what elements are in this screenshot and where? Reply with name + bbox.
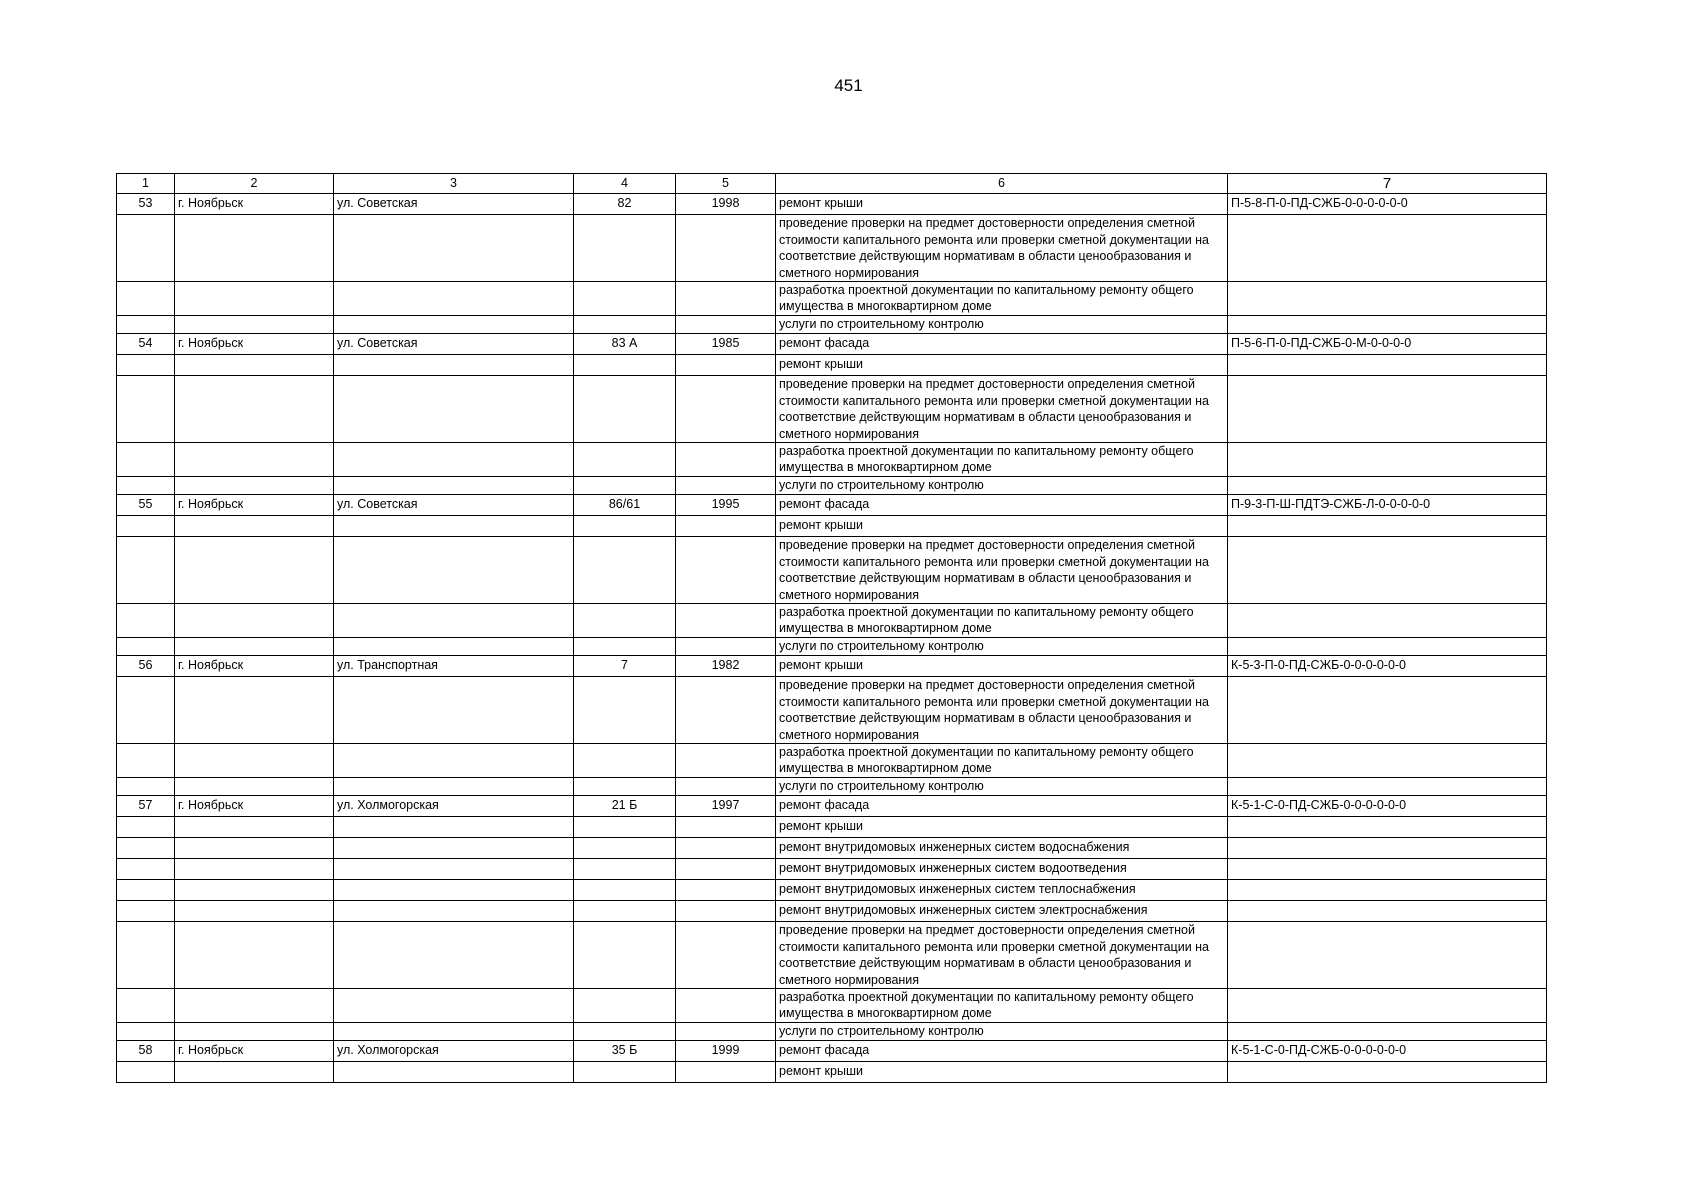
build-year-cell — [676, 638, 776, 656]
work-type-cell: разработка проектной документации по капитальному ремонту общего имущества в многоквартирном доме — [776, 443, 1228, 477]
street-cell — [334, 376, 574, 443]
work-type-cell: ремонт крыши — [776, 355, 1228, 376]
street-cell — [334, 604, 574, 638]
row-number-cell: 53 — [117, 194, 175, 215]
build-year-cell: 1997 — [676, 796, 776, 817]
city-cell — [175, 922, 334, 989]
table-row — [117, 838, 1547, 859]
house-number-cell: 21 Б — [574, 796, 676, 817]
build-year-cell — [676, 516, 776, 537]
row-number-cell — [117, 744, 175, 778]
street-cell — [334, 1023, 574, 1041]
build-year-cell — [676, 989, 776, 1023]
city-cell: г. Ноябрьск — [175, 796, 334, 817]
row-number-cell — [117, 376, 175, 443]
row-number-cell — [117, 859, 175, 880]
table-row — [117, 989, 1547, 1023]
street-cell: ул. Транспортная — [334, 656, 574, 677]
city-cell — [175, 477, 334, 495]
house-number-cell — [574, 355, 676, 376]
city-cell: г. Ноябрьск — [175, 194, 334, 215]
header-cell-4: 4 — [574, 174, 676, 194]
building-code-cell — [1228, 989, 1547, 1023]
house-number-cell: 7 — [574, 656, 676, 677]
row-number-cell — [117, 778, 175, 796]
work-type-cell: ремонт внутридомовых инженерных систем водоотведения — [776, 859, 1228, 880]
build-year-cell — [676, 282, 776, 316]
row-number-cell — [117, 880, 175, 901]
work-type-cell: проведение проверки на предмет достоверности определения сметной стоимости капитального ремонта или проверки сметной документации на соответствие действующим нормативам в области ценообразования и сметного нормирования — [776, 215, 1228, 282]
building-code-cell — [1228, 1023, 1547, 1041]
row-number-cell — [117, 677, 175, 744]
table-row — [117, 744, 1547, 778]
work-type-cell: ремонт крыши — [776, 1062, 1228, 1083]
build-year-cell — [676, 537, 776, 604]
row-number-cell — [117, 215, 175, 282]
table-row — [117, 1041, 1547, 1062]
city-cell — [175, 638, 334, 656]
house-number-cell — [574, 1062, 676, 1083]
building-code-cell — [1228, 443, 1547, 477]
city-cell — [175, 817, 334, 838]
street-cell — [334, 443, 574, 477]
work-type-cell: ремонт фасада — [776, 495, 1228, 516]
street-cell — [334, 778, 574, 796]
city-cell: г. Ноябрьск — [175, 1041, 334, 1062]
table-row — [117, 677, 1547, 744]
city-cell — [175, 880, 334, 901]
work-type-cell: проведение проверки на предмет достоверности определения сметной стоимости капитального ремонта или проверки сметной документации на соответствие действующим нормативам в области ценообразования и сметного нормирования — [776, 922, 1228, 989]
work-type-cell: ремонт фасада — [776, 334, 1228, 355]
header-cell-5: 5 — [676, 174, 776, 194]
row-number-cell — [117, 537, 175, 604]
row-number-cell — [117, 1062, 175, 1083]
table-row — [117, 316, 1547, 334]
row-number-cell: 54 — [117, 334, 175, 355]
work-type-cell: ремонт крыши — [776, 656, 1228, 677]
header-cell-6: 6 — [776, 174, 1228, 194]
header-cell-2: 2 — [175, 174, 334, 194]
building-code-cell — [1228, 880, 1547, 901]
street-cell: ул. Советская — [334, 334, 574, 355]
city-cell — [175, 859, 334, 880]
row-number-cell — [117, 817, 175, 838]
street-cell — [334, 638, 574, 656]
house-number-cell — [574, 859, 676, 880]
work-type-cell: разработка проектной документации по капитальному ремонту общего имущества в многоквартирном доме — [776, 744, 1228, 778]
street-cell — [334, 901, 574, 922]
work-type-cell: ремонт внутридомовых инженерных систем водоснабжения — [776, 838, 1228, 859]
building-code-cell — [1228, 215, 1547, 282]
table-row — [117, 355, 1547, 376]
street-cell — [334, 880, 574, 901]
build-year-cell — [676, 859, 776, 880]
work-type-cell: ремонт внутридомовых инженерных систем электроснабжения — [776, 901, 1228, 922]
table-row — [117, 604, 1547, 638]
table-row — [117, 334, 1547, 355]
building-code-cell — [1228, 817, 1547, 838]
street-cell — [334, 537, 574, 604]
work-type-cell: ремонт крыши — [776, 817, 1228, 838]
building-code-cell: К-5-1-С-0-ПД-СЖБ-0-0-0-0-0-0 — [1228, 1041, 1547, 1062]
table-row — [117, 796, 1547, 817]
building-code-cell — [1228, 638, 1547, 656]
row-number-cell — [117, 282, 175, 316]
table-row — [117, 880, 1547, 901]
building-code-cell — [1228, 838, 1547, 859]
street-cell: ул. Советская — [334, 495, 574, 516]
work-type-cell: проведение проверки на предмет достоверности определения сметной стоимости капитального ремонта или проверки сметной документации на соответствие действующим нормативам в области ценообразования и сметного нормирования — [776, 677, 1228, 744]
house-number-cell — [574, 215, 676, 282]
work-type-cell: разработка проектной документации по капитальному ремонту общего имущества в многоквартирном доме — [776, 604, 1228, 638]
work-type-cell: ремонт внутридомовых инженерных систем теплоснабжения — [776, 880, 1228, 901]
city-cell — [175, 1023, 334, 1041]
street-cell — [334, 922, 574, 989]
building-code-cell — [1228, 677, 1547, 744]
building-code-cell — [1228, 355, 1547, 376]
building-code-cell — [1228, 778, 1547, 796]
work-type-cell: услуги по строительному контролю — [776, 1023, 1228, 1041]
house-number-cell — [574, 817, 676, 838]
street-cell — [334, 677, 574, 744]
build-year-cell: 1985 — [676, 334, 776, 355]
page-number: 451 — [834, 76, 863, 95]
street-cell — [334, 316, 574, 334]
building-code-cell: К-5-1-С-0-ПД-СЖБ-0-0-0-0-0-0 — [1228, 796, 1547, 817]
row-number-cell — [117, 838, 175, 859]
work-type-cell: ремонт крыши — [776, 516, 1228, 537]
house-number-cell: 82 — [574, 194, 676, 215]
build-year-cell — [676, 778, 776, 796]
house-number-cell — [574, 282, 676, 316]
row-number-cell — [117, 638, 175, 656]
city-cell — [175, 744, 334, 778]
table-row — [117, 282, 1547, 316]
work-type-cell: разработка проектной документации по капитальному ремонту общего имущества в многоквартирном доме — [776, 282, 1228, 316]
house-number-cell: 86/61 — [574, 495, 676, 516]
build-year-cell: 1998 — [676, 194, 776, 215]
table-row — [117, 778, 1547, 796]
house-number-cell — [574, 638, 676, 656]
house-number-cell — [574, 901, 676, 922]
city-cell — [175, 778, 334, 796]
house-number-cell — [574, 477, 676, 495]
table-row — [117, 1062, 1547, 1083]
house-number-cell — [574, 443, 676, 477]
row-number-cell: 57 — [117, 796, 175, 817]
row-number-cell: 56 — [117, 656, 175, 677]
build-year-cell — [676, 604, 776, 638]
row-number-cell — [117, 989, 175, 1023]
header-cell-7: 7 — [1228, 174, 1547, 194]
house-number-cell: 83 А — [574, 334, 676, 355]
row-number-cell — [117, 443, 175, 477]
header-cell-3: 3 — [334, 174, 574, 194]
house-number-cell — [574, 516, 676, 537]
work-type-cell: разработка проектной документации по капитальному ремонту общего имущества в многоквартирном доме — [776, 989, 1228, 1023]
build-year-cell — [676, 1023, 776, 1041]
table-row — [117, 477, 1547, 495]
work-type-cell: услуги по строительному контролю — [776, 316, 1228, 334]
city-cell — [175, 677, 334, 744]
header-row — [117, 174, 1547, 194]
build-year-cell — [676, 901, 776, 922]
row-number-cell — [117, 1023, 175, 1041]
build-year-cell — [676, 1062, 776, 1083]
row-number-cell — [117, 477, 175, 495]
build-year-cell — [676, 880, 776, 901]
street-cell: ул. Советская — [334, 194, 574, 215]
build-year-cell — [676, 677, 776, 744]
house-number-cell — [574, 376, 676, 443]
street-cell: ул. Холмогорская — [334, 796, 574, 817]
building-code-cell — [1228, 376, 1547, 443]
table-row — [117, 656, 1547, 677]
building-code-cell: К-5-3-П-0-ПД-СЖБ-0-0-0-0-0-0 — [1228, 656, 1547, 677]
house-number-cell — [574, 537, 676, 604]
city-cell — [175, 215, 334, 282]
building-code-cell — [1228, 282, 1547, 316]
city-cell: г. Ноябрьск — [175, 334, 334, 355]
street-cell — [334, 355, 574, 376]
city-cell — [175, 604, 334, 638]
build-year-cell — [676, 922, 776, 989]
street-cell — [334, 1062, 574, 1083]
table-row — [117, 922, 1547, 989]
building-code-cell: П-9-3-П-Ш-ПДТЭ-СЖБ-Л-0-0-0-0-0 — [1228, 495, 1547, 516]
street-cell: ул. Холмогорская — [334, 1041, 574, 1062]
row-number-cell — [117, 316, 175, 334]
city-cell — [175, 1062, 334, 1083]
city-cell — [175, 537, 334, 604]
table-row — [117, 376, 1547, 443]
house-number-cell — [574, 604, 676, 638]
house-number-cell — [574, 922, 676, 989]
row-number-cell — [117, 355, 175, 376]
build-year-cell — [676, 376, 776, 443]
work-type-cell: ремонт фасада — [776, 1041, 1228, 1062]
street-cell — [334, 516, 574, 537]
house-number-cell: 35 Б — [574, 1041, 676, 1062]
street-cell — [334, 744, 574, 778]
house-number-cell — [574, 838, 676, 859]
work-type-cell: услуги по строительному контролю — [776, 778, 1228, 796]
row-number-cell — [117, 604, 175, 638]
city-cell: г. Ноябрьск — [175, 495, 334, 516]
table-row — [117, 817, 1547, 838]
row-number-cell — [117, 922, 175, 989]
building-code-cell — [1228, 859, 1547, 880]
table-row — [117, 859, 1547, 880]
city-cell — [175, 989, 334, 1023]
table-row — [117, 194, 1547, 215]
house-number-cell — [574, 778, 676, 796]
work-type-cell: ремонт фасада — [776, 796, 1228, 817]
house-number-cell — [574, 1023, 676, 1041]
repair-register-table — [116, 173, 1547, 1083]
street-cell — [334, 859, 574, 880]
table-row — [117, 443, 1547, 477]
building-code-cell — [1228, 604, 1547, 638]
house-number-cell — [574, 744, 676, 778]
table-row — [117, 638, 1547, 656]
city-cell — [175, 316, 334, 334]
building-code-cell — [1228, 477, 1547, 495]
building-code-cell — [1228, 744, 1547, 778]
building-code-cell — [1228, 537, 1547, 604]
header-cell-1: 1 — [117, 174, 175, 194]
work-type-cell: услуги по строительному контролю — [776, 477, 1228, 495]
city-cell — [175, 355, 334, 376]
building-code-cell — [1228, 316, 1547, 334]
work-type-cell: услуги по строительному контролю — [776, 638, 1228, 656]
build-year-cell: 1982 — [676, 656, 776, 677]
table-row — [117, 537, 1547, 604]
building-code-cell — [1228, 1062, 1547, 1083]
build-year-cell — [676, 355, 776, 376]
city-cell — [175, 443, 334, 477]
building-code-cell — [1228, 922, 1547, 989]
street-cell — [334, 215, 574, 282]
build-year-cell — [676, 838, 776, 859]
building-code-cell — [1228, 516, 1547, 537]
street-cell — [334, 817, 574, 838]
city-cell — [175, 376, 334, 443]
house-number-cell — [574, 677, 676, 744]
street-cell — [334, 282, 574, 316]
build-year-cell — [676, 817, 776, 838]
house-number-cell — [574, 989, 676, 1023]
street-cell — [334, 477, 574, 495]
table-row — [117, 901, 1547, 922]
street-cell — [334, 838, 574, 859]
build-year-cell — [676, 316, 776, 334]
table-row — [117, 1023, 1547, 1041]
building-code-cell: П-5-6-П-0-ПД-СЖБ-0-М-0-0-0-0 — [1228, 334, 1547, 355]
house-number-cell — [574, 316, 676, 334]
work-type-cell: проведение проверки на предмет достоверности определения сметной стоимости капитального ремонта или проверки сметной документации на соответствие действующим нормативам в области ценообразования и сметного нормирования — [776, 376, 1228, 443]
street-cell — [334, 989, 574, 1023]
row-number-cell: 55 — [117, 495, 175, 516]
build-year-cell — [676, 215, 776, 282]
work-type-cell: ремонт крыши — [776, 194, 1228, 215]
work-type-cell: проведение проверки на предмет достоверности определения сметной стоимости капитального ремонта или проверки сметной документации на соответствие действующим нормативам в области ценообразования и сметного нормирования — [776, 537, 1228, 604]
build-year-cell — [676, 443, 776, 477]
building-code-cell: П-5-8-П-0-ПД-СЖБ-0-0-0-0-0-0 — [1228, 194, 1547, 215]
row-number-cell — [117, 901, 175, 922]
build-year-cell — [676, 477, 776, 495]
table-row — [117, 215, 1547, 282]
house-number-cell — [574, 880, 676, 901]
row-number-cell — [117, 516, 175, 537]
build-year-cell — [676, 744, 776, 778]
city-cell — [175, 838, 334, 859]
table-row — [117, 495, 1547, 516]
city-cell — [175, 901, 334, 922]
city-cell — [175, 282, 334, 316]
build-year-cell: 1995 — [676, 495, 776, 516]
building-code-cell — [1228, 901, 1547, 922]
row-number-cell: 58 — [117, 1041, 175, 1062]
build-year-cell: 1999 — [676, 1041, 776, 1062]
city-cell: г. Ноябрьск — [175, 656, 334, 677]
table-row — [117, 516, 1547, 537]
city-cell — [175, 516, 334, 537]
